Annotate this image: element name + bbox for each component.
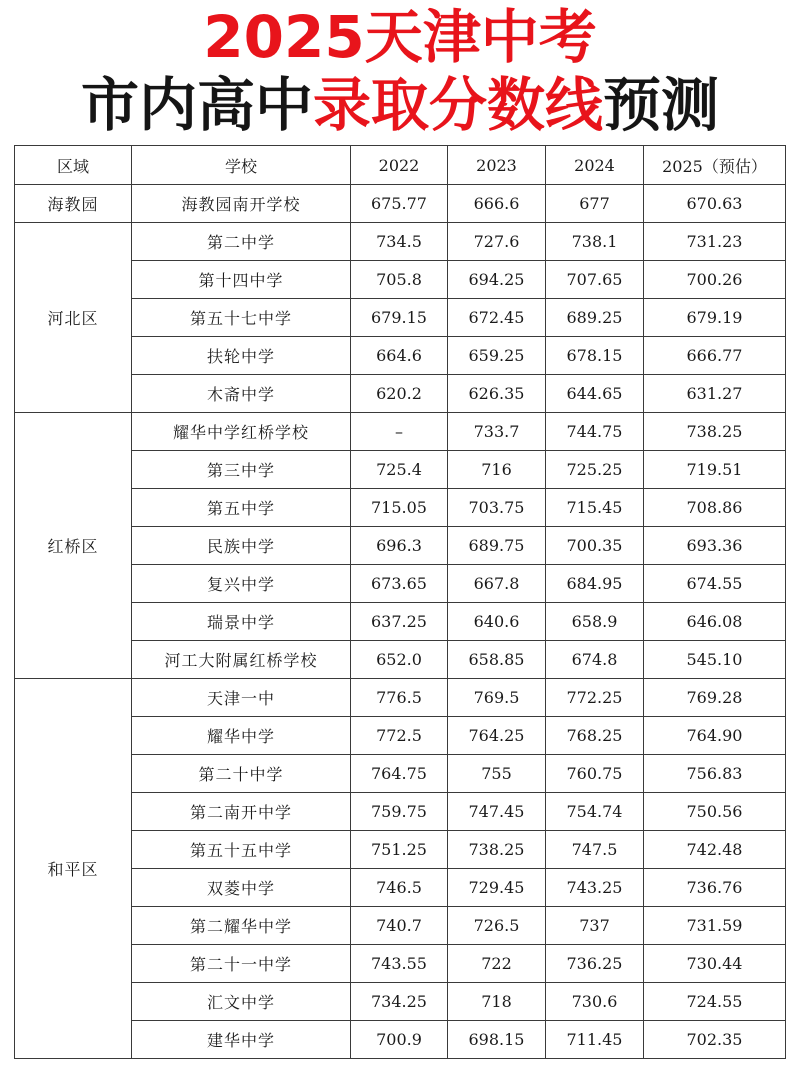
district-cell: 和平区: [15, 679, 132, 1059]
score-2025-estimate-cell: 646.08: [644, 603, 786, 641]
score-2025-estimate-cell: 674.55: [644, 565, 786, 603]
score-2022-cell: 652.0: [351, 641, 448, 679]
school-cell: 木斋中学: [132, 375, 351, 413]
score-2025-estimate-cell: 708.86: [644, 489, 786, 527]
table-body: [15, 185, 786, 1059]
header-district: 区域: [15, 146, 132, 185]
school-cell: 河工大附属红桥学校: [132, 641, 351, 679]
score-2025-estimate-cell: 731.59: [644, 907, 786, 945]
score-2023-cell: 727.6: [448, 223, 546, 261]
school-cell: 瑞景中学: [132, 603, 351, 641]
score-2024-cell: 768.25: [546, 717, 644, 755]
score-2025-estimate-cell: 738.25: [644, 413, 786, 451]
score-2024-cell: 711.45: [546, 1021, 644, 1059]
score-2024-cell: 684.95: [546, 565, 644, 603]
score-2025-estimate-cell: 702.35: [644, 1021, 786, 1059]
score-2024-cell: 737: [546, 907, 644, 945]
page-title-line2: [0, 71, 800, 139]
school-cell: 汇文中学: [132, 983, 351, 1021]
score-2022-cell: 772.5: [351, 717, 448, 755]
score-2025-estimate-cell: 719.51: [644, 451, 786, 489]
score-2023-cell: 694.25: [448, 261, 546, 299]
score-2023-cell: 640.6: [448, 603, 546, 641]
score-2024-cell: 736.25: [546, 945, 644, 983]
score-2022-cell: 740.7: [351, 907, 448, 945]
score-2022-cell: 725.4: [351, 451, 448, 489]
school-cell: 民族中学: [132, 527, 351, 565]
district-cell: 河北区: [15, 223, 132, 413]
score-2022-cell: 679.15: [351, 299, 448, 337]
school-cell: 海教园南开学校: [132, 185, 351, 223]
score-2024-cell: 760.75: [546, 755, 644, 793]
score-2024-cell: 677: [546, 185, 644, 223]
score-2025-estimate-cell: 545.10: [644, 641, 786, 679]
score-2023-cell: 718: [448, 983, 546, 1021]
score-2025-estimate-cell: 742.48: [644, 831, 786, 869]
score-2024-cell: 730.6: [546, 983, 644, 1021]
score-2025-estimate-cell: 756.83: [644, 755, 786, 793]
title-highlight: 录取分数线: [312, 71, 603, 139]
district-cell: 海教园: [15, 185, 132, 223]
table-row: [15, 185, 786, 223]
score-2024-cell: 738.1: [546, 223, 644, 261]
school-cell: 第二中学: [132, 223, 351, 261]
score-2023-cell: 729.45: [448, 869, 546, 907]
score-2022-cell: 751.25: [351, 831, 448, 869]
score-2024-cell: 707.65: [546, 261, 644, 299]
score-2024-cell: 715.45: [546, 489, 644, 527]
header-2022: 2022: [351, 146, 448, 185]
score-2024-cell: 700.35: [546, 527, 644, 565]
score-2023-cell: 764.25: [448, 717, 546, 755]
score-2023-cell: 698.15: [448, 1021, 546, 1059]
score-2025-estimate-cell: 679.19: [644, 299, 786, 337]
school-cell: 第二南开中学: [132, 793, 351, 831]
table-header-row: [15, 146, 786, 185]
school-cell: 第二十一中学: [132, 945, 351, 983]
score-2022-cell: 764.75: [351, 755, 448, 793]
score-2023-cell: 658.85: [448, 641, 546, 679]
score-2024-cell: 644.65: [546, 375, 644, 413]
title-suffix: 预测: [603, 71, 720, 139]
score-2023-cell: 703.75: [448, 489, 546, 527]
header-school: 学校: [132, 146, 351, 185]
school-cell: 第五十七中学: [132, 299, 351, 337]
score-2025-estimate-cell: 769.28: [644, 679, 786, 717]
score-2022-cell: 734.25: [351, 983, 448, 1021]
score-2025-estimate-cell: 724.55: [644, 983, 786, 1021]
score-2023-cell: 689.75: [448, 527, 546, 565]
score-2023-cell: 769.5: [448, 679, 546, 717]
table-row: [15, 223, 786, 261]
score-2022-cell: 700.9: [351, 1021, 448, 1059]
score-2022-cell: 705.8: [351, 261, 448, 299]
school-cell: 第三中学: [132, 451, 351, 489]
school-cell: 天津一中: [132, 679, 351, 717]
page-title-line1: 2025天津中考: [203, 3, 597, 71]
score-2022-cell: 696.3: [351, 527, 448, 565]
score-2023-cell: 667.8: [448, 565, 546, 603]
score-table: [14, 145, 786, 1059]
school-cell: 复兴中学: [132, 565, 351, 603]
score-2022-cell: 776.5: [351, 679, 448, 717]
score-2022-cell: 734.5: [351, 223, 448, 261]
score-2024-cell: 743.25: [546, 869, 644, 907]
score-2022-cell: 620.2: [351, 375, 448, 413]
score-2024-cell: 689.25: [546, 299, 644, 337]
score-2024-cell: 744.75: [546, 413, 644, 451]
score-2024-cell: 674.8: [546, 641, 644, 679]
score-2023-cell: 716: [448, 451, 546, 489]
score-2024-cell: 658.9: [546, 603, 644, 641]
score-2025-estimate-cell: 750.56: [644, 793, 786, 831]
school-cell: 耀华中学: [132, 717, 351, 755]
school-cell: 双菱中学: [132, 869, 351, 907]
school-cell: 第五十五中学: [132, 831, 351, 869]
score-2025-estimate-cell: 693.36: [644, 527, 786, 565]
score-2023-cell: 733.7: [448, 413, 546, 451]
score-2022-cell: 637.25: [351, 603, 448, 641]
score-2024-cell: 747.5: [546, 831, 644, 869]
score-2025-estimate-cell: 736.76: [644, 869, 786, 907]
score-2025-estimate-cell: 631.27: [644, 375, 786, 413]
score-2023-cell: 626.35: [448, 375, 546, 413]
score-2023-cell: 722: [448, 945, 546, 983]
score-2023-cell: 666.6: [448, 185, 546, 223]
table-row: [15, 413, 786, 451]
score-2022-cell: 759.75: [351, 793, 448, 831]
score-2022-cell: 664.6: [351, 337, 448, 375]
school-cell: 扶轮中学: [132, 337, 351, 375]
score-2022-cell: 715.05: [351, 489, 448, 527]
score-2022-cell: 743.55: [351, 945, 448, 983]
score-2025-estimate-cell: 730.44: [644, 945, 786, 983]
school-cell: 耀华中学红桥学校: [132, 413, 351, 451]
school-cell: 第二十中学: [132, 755, 351, 793]
score-2024-cell: 678.15: [546, 337, 644, 375]
score-2023-cell: 738.25: [448, 831, 546, 869]
header-2023: 2023: [448, 146, 546, 185]
district-cell: 红桥区: [15, 413, 132, 679]
school-cell: 第五中学: [132, 489, 351, 527]
table-row: [15, 679, 786, 717]
score-2025-estimate-cell: 700.26: [644, 261, 786, 299]
score-2022-cell: 673.65: [351, 565, 448, 603]
title-prefix: 市内高中: [80, 71, 313, 139]
score-2023-cell: 747.45: [448, 793, 546, 831]
score-2025-estimate-cell: 666.77: [644, 337, 786, 375]
score-2023-cell: 726.5: [448, 907, 546, 945]
score-2022-cell: –: [351, 413, 448, 451]
score-2023-cell: 672.45: [448, 299, 546, 337]
header-2025-estimate: 2025（预估）: [644, 146, 786, 185]
school-cell: 第二耀华中学: [132, 907, 351, 945]
score-2025-estimate-cell: 670.63: [644, 185, 786, 223]
score-2025-estimate-cell: 731.23: [644, 223, 786, 261]
score-2025-estimate-cell: 764.90: [644, 717, 786, 755]
score-2024-cell: 772.25: [546, 679, 644, 717]
school-cell: 第十四中学: [132, 261, 351, 299]
school-cell: 建华中学: [132, 1021, 351, 1059]
score-2023-cell: 755: [448, 755, 546, 793]
score-2022-cell: 675.77: [351, 185, 448, 223]
header-2024: 2024: [546, 146, 644, 185]
score-2022-cell: 746.5: [351, 869, 448, 907]
score-2024-cell: 754.74: [546, 793, 644, 831]
score-2023-cell: 659.25: [448, 337, 546, 375]
score-2024-cell: 725.25: [546, 451, 644, 489]
